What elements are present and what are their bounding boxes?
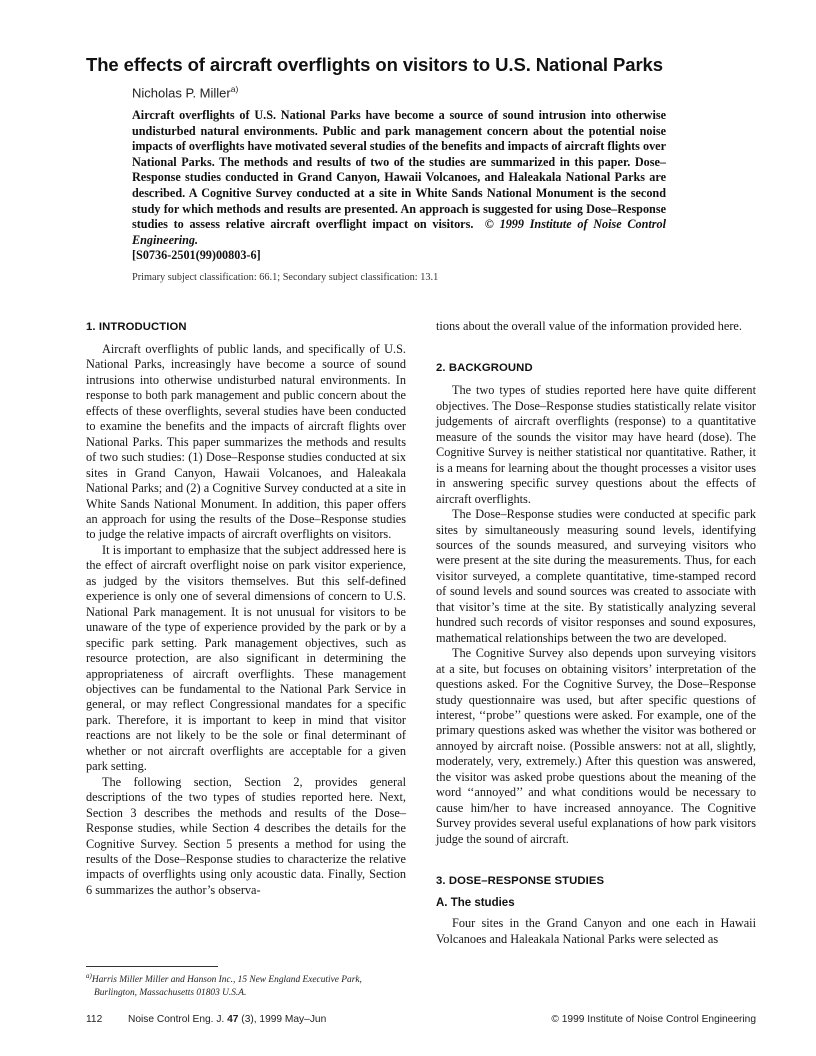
abstract [132, 108, 666, 264]
footer-copyright: © 1999 Institute of Noise Control Engineering [551, 1014, 756, 1025]
footnote-divider [86, 966, 218, 967]
footnote [86, 970, 406, 1000]
intro-paragraph-1: Aircraft overflights of public lands, and specifically of U.S. National Parks, increasingly have become a source of sound intrusions into otherwise undisturbed natural environments. In response to both park management and public concern about the effects of these overflights, several studies have been conducted to examine the benefits and the impacts of aircraft flights over National Parks. This paper summarizes the methods and results of two such studies: (1) Dose–Response studies conducted at six sites in Grand Canyon, Hawaii Volcanoes, and Haleakala National Parks; and (2) a Cognitive Survey conducted at a site in White Sands National Monument. In addition, this paper offers an approach for using the results of the Dose–Response studies to judge the relative impacts of aircraft overflights on visitors. [86, 342, 406, 542]
section-heading-dose-response: 3. DOSE–RESPONSE STUDIES [436, 875, 605, 888]
background-paragraph-1: The two types of studies reported here have quite different objectives. The Dose–Response studies statistically relate visitor judgements of aircraft overflights (response) to a quantitative measure of the sounds the visitor may have heard (dose). The Cognitive Survey is neither statistical nor quantitative. Rather, it is a means for learning about the thought processes a visitor uses in answering specific survey questions about the effects of aircraft overflights. [436, 383, 756, 506]
author-line [132, 84, 238, 100]
journal-issue-date: (3), 1999 May–Jun [241, 1014, 327, 1025]
subsection-heading-studies: A. The studies [436, 897, 515, 910]
abstract-copyright: © 1999 Institute of Noise Control Engineering. [132, 217, 666, 247]
left-column [86, 320, 406, 960]
dose-response-paragraph-1: Four sites in the Grand Canyon and one each in Hawaii Volcanoes and Haleakala National Parks were selected as [436, 916, 756, 946]
section-heading-background: 2. BACKGROUND [436, 362, 533, 375]
intro-paragraph-3: The following section, Section 2, provides general descriptions of the two types of studies reported here. Next, Section 3 describes the methods and results of the Dose–Response studies, while Section 4 describes the details for the Cognitive Survey. Section 5 presents a method for using the results of the Dose–Response studies to characterize the relative impacts of overflights using only acoustic data. Finally, Section 6 summarizes the author’s observa- [86, 774, 406, 897]
abstract-doi: [S0736-2501(99)00803-6] [132, 248, 261, 263]
page-number: 112 [86, 1014, 103, 1025]
background-paragraph-2: The Dose–Response studies were conducted at specific park sites by simultaneously measuring sound levels, identifying sources of the sounds measured, and surveying visitors who were present at the site during the measurements. Thus, for each visitor surveyed, a complete quantitative, time-stamped record of sound levels and sound sources was created to associate with that visitor’s time at the site. By statistically analyzing several hundred such records of visitor responses and sound exposures, mathematical relationships between the two are developed. [436, 507, 756, 645]
right-column [436, 319, 756, 1039]
footnote-marker: a) [86, 972, 92, 980]
footnote-text: Harris Miller Miller and Hanson Inc., 15 New England Executive Park, [91, 975, 362, 986]
subject-classification: Primary subject classification: 66.1; Secondary subject classification: 13.1 [132, 272, 439, 283]
background-paragraph-3: The Cognitive Survey also depends upon surveying visitors at a site, but focuses on obtaining visitors’ interpretation of the questions asked. For the Cognitive Survey, the Dose–Response study questionnaire was used, but after specific questions of interest, ‘‘probe’’ questions were asked. For example, one of the primary questions asked was whether the visitor was bothered or annoyed by aircraft noise. (Possible answers: not at all, slightly, moderately, very, extremely.) After this question was answered, the visitor was asked probe questions about the meaning of the word ‘‘annoyed’’ and what conditions would be necessary to cause him/her to have increased annoyance. The Cognitive Survey provides several useful explanations of how park visitors judge the sound of aircraft. [436, 646, 756, 846]
journal-citation [128, 1014, 326, 1025]
footnote-continuation: Burlington, Massachusetts 01803 U.S.A. [94, 988, 247, 999]
intro-paragraph-2: It is important to emphasize that the subject addressed here is the effect of aircraft overflight noise on park visitor experience, as judged by the visitors themselves. But this self-defined experience is only one of several dimensions of concern to U.S. National Park management. It is not unusual for visitors to be unaware of the type of experience provided by the park or by a specific park setting. Park management objectives, such as resource protection, are also significant in determining the appropriateness of aircraft overflights. These management objectives can be fundamental to the National Park Service in general, or may reflect Congressional mandates for a specific park. Therefore, it is important to keep in mind that visitor reactions are not likely to be the sole or final determinant of whether or not aircraft overflights are acceptable for a given park setting. [86, 542, 406, 774]
intro-continuation: tions about the overall value of the information provided here. [436, 319, 742, 333]
author-name: Nicholas P. Miller [132, 85, 231, 101]
journal-volume: 47 [227, 1014, 239, 1025]
journal-name: Noise Control Eng. J. [128, 1014, 225, 1025]
abstract-text: Aircraft overflights of U.S. National Parks have become a source of sound intrusion into otherwise undisturbed natural environments. Public and park management concern about the potential noise impacts of overflights have motivated several studies of the benefits and impacts of aircraft flights over National Parks. The methods and results of two of the studies are summarized in this paper. Dose–Response studies conducted in Grand Canyon, Hawaii Volcanoes, and Haleakala National Parks are described. A Cognitive Survey conducted at a site in White Sands National Monument is the second study for which methods and results are presented. An approach is suggested for using Dose–Response studies to assess relative aircraft overflight impact on visitors. [132, 108, 666, 232]
section-heading-introduction: 1. INTRODUCTION [86, 321, 187, 333]
affiliation-marker: a) [230, 84, 239, 94]
paper-title: The effects of aircraft overflights on visitors to U.S. National Parks [86, 54, 663, 75]
